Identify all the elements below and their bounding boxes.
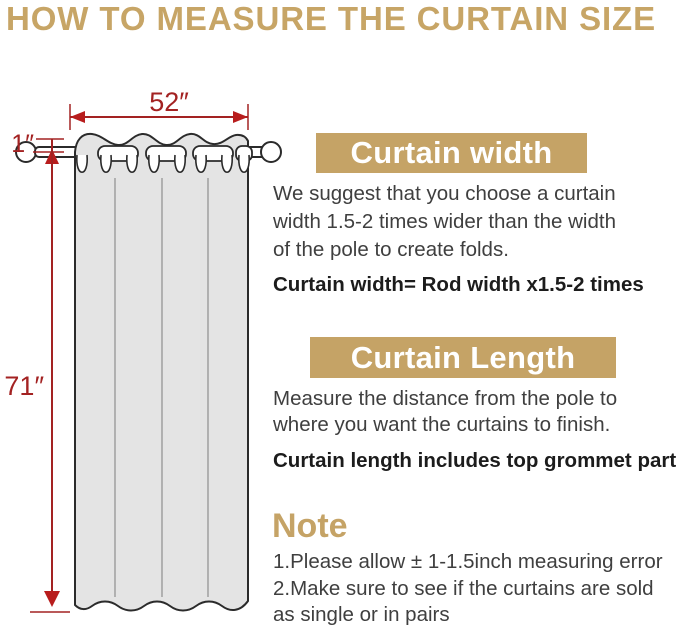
grommet-height-label: 1″ <box>11 130 34 158</box>
arrow-right-icon <box>233 111 248 123</box>
arrow-down-icon <box>44 591 60 607</box>
rod-finial-right-icon <box>261 142 281 162</box>
note-item: 2.Make sure to see if the curtains are sold <box>273 576 654 600</box>
curtain-width-heading: Curtain width <box>316 133 587 173</box>
grommet-hook-icon <box>239 155 249 172</box>
note-list <box>273 549 663 629</box>
curtain-length-description <box>273 386 617 438</box>
curtain-width-description-line: of the pole to create folds. <box>273 238 509 261</box>
curtain-diagram <box>0 0 300 628</box>
curtain-width-description <box>273 180 616 264</box>
curtain-width-description-line: width 1.5-2 times wider than the width <box>273 210 616 233</box>
grommet-hook-icon <box>101 155 111 172</box>
curtain-length-description-line: Measure the distance from the pole to <box>273 387 618 410</box>
curtain-width-description-line: We suggest that you choose a curtain <box>273 182 616 205</box>
grommet-hook-icon <box>196 155 206 172</box>
length-dimension-label: 71″ <box>4 371 44 401</box>
curtain-length-description-line: where you want the curtains to finish. <box>273 413 611 436</box>
curtain-length-formula: Curtain length includes top grommet part <box>273 449 677 472</box>
note-item: 1.Please allow ± 1-1.5inch measuring error <box>273 550 663 573</box>
curtain-length-heading: Curtain Length <box>310 337 616 378</box>
note-heading: Note <box>272 507 348 545</box>
arrow-left-icon <box>70 111 85 123</box>
note-item: as single or in pairs <box>273 603 450 626</box>
curtain-width-formula: Curtain width= Rod width x1.5-2 times <box>273 273 644 296</box>
page-title: HOW TO MEASURE THE CURTAIN SIZE <box>6 0 657 37</box>
grommet-hook-icon <box>149 155 159 172</box>
grommet-hook-icon <box>175 155 185 172</box>
width-dimension-label: 52″ <box>149 87 189 117</box>
grommet-hook-icon <box>222 155 232 172</box>
grommet-hook-icon <box>127 155 137 172</box>
grommet-hook-icon <box>77 155 87 172</box>
